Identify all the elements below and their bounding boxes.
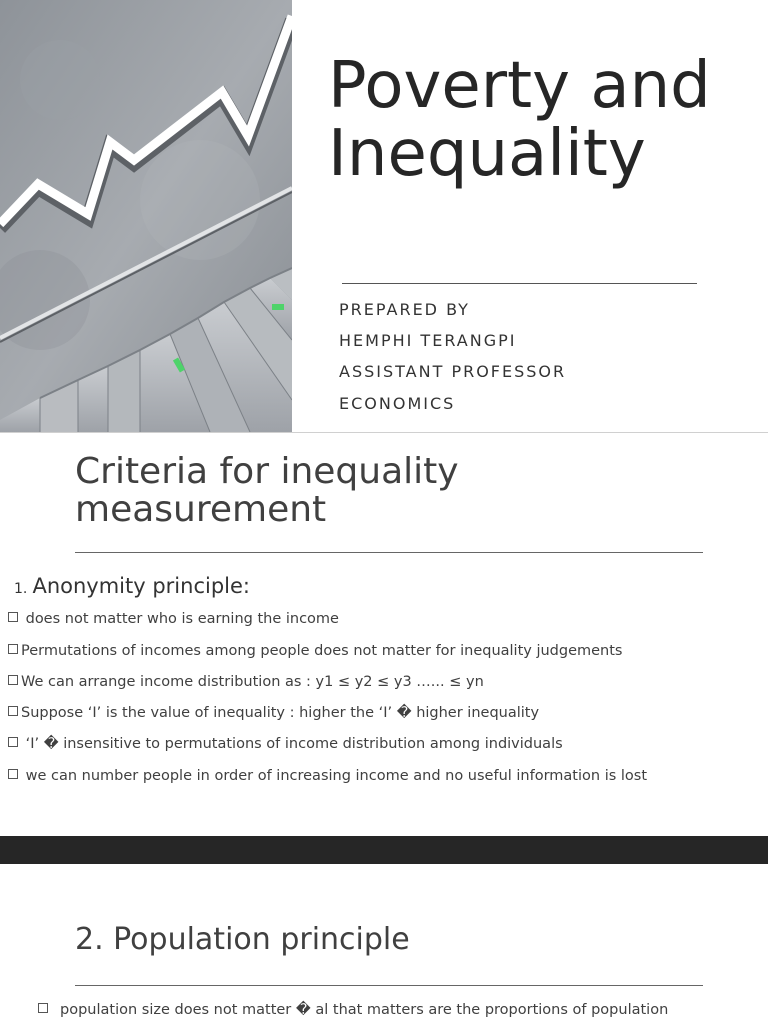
checkbox-square-icon — [8, 737, 18, 747]
slide-title — [0, 0, 768, 432]
bullet-item — [8, 674, 484, 690]
title-line-1: Poverty and — [328, 49, 711, 123]
checkbox-square-icon — [8, 644, 18, 654]
criteria-title-line-2: measurement — [75, 489, 327, 530]
bullet-item — [8, 643, 623, 659]
bullet-text: Permutations of incomes among people does not matter for inequality judgements — [21, 643, 623, 659]
principle-number: 1. — [14, 581, 28, 597]
slide-criteria — [0, 433, 768, 836]
population-title: 2. Population principle — [75, 922, 410, 957]
subtitle-author: HEMPHI TERANGPI — [339, 331, 517, 350]
checkbox-square-icon — [8, 706, 18, 716]
bullet-text: Suppose ‘I’ is the value of inequality : higher the ‘I’ � higher inequality — [21, 705, 540, 721]
bullet-text: does not matter who is earning the income — [21, 611, 339, 627]
criteria-title — [75, 453, 459, 529]
checkbox-square-icon — [8, 612, 18, 622]
presentation-title — [328, 49, 711, 191]
subtitle-prepared-by: PREPARED BY — [339, 300, 470, 319]
population-divider — [75, 985, 703, 986]
bullet-item — [38, 1002, 668, 1018]
bullet-item — [8, 736, 563, 752]
bullet-text: we can number people in order of increasing income and no useful information is lost — [21, 768, 648, 784]
subtitle-department: ECONOMICS — [339, 394, 456, 413]
criteria-divider — [75, 552, 703, 553]
bullet-item — [8, 768, 647, 784]
principle-title: Anonymity principle: — [32, 574, 250, 598]
bullet-text: population size does not matter � al that matters are the proportions of population — [60, 1002, 669, 1018]
bullet-text: We can arrange income distribution as : y1 ≤ y2 ≤ y3 …... ≤ yn — [21, 674, 484, 690]
bullet-text: ‘I’ � insensitive to permutations of income distribution among individuals — [21, 736, 563, 752]
checkbox-square-icon — [38, 1003, 48, 1013]
criteria-title-line-1: Criteria for inequality — [75, 451, 459, 492]
bullet-item — [8, 705, 539, 721]
slide-population — [0, 864, 768, 1024]
checkbox-square-icon — [8, 675, 18, 685]
checkbox-square-icon — [8, 769, 18, 779]
title-line-2: Inequality — [328, 117, 646, 191]
bullet-item — [8, 611, 339, 627]
stairs-photo — [0, 0, 292, 432]
title-divider — [342, 283, 697, 284]
slide-gap-bar — [0, 836, 768, 864]
principle-heading — [14, 574, 250, 598]
subtitle-role: ASSISTANT PROFESSOR — [339, 362, 567, 381]
